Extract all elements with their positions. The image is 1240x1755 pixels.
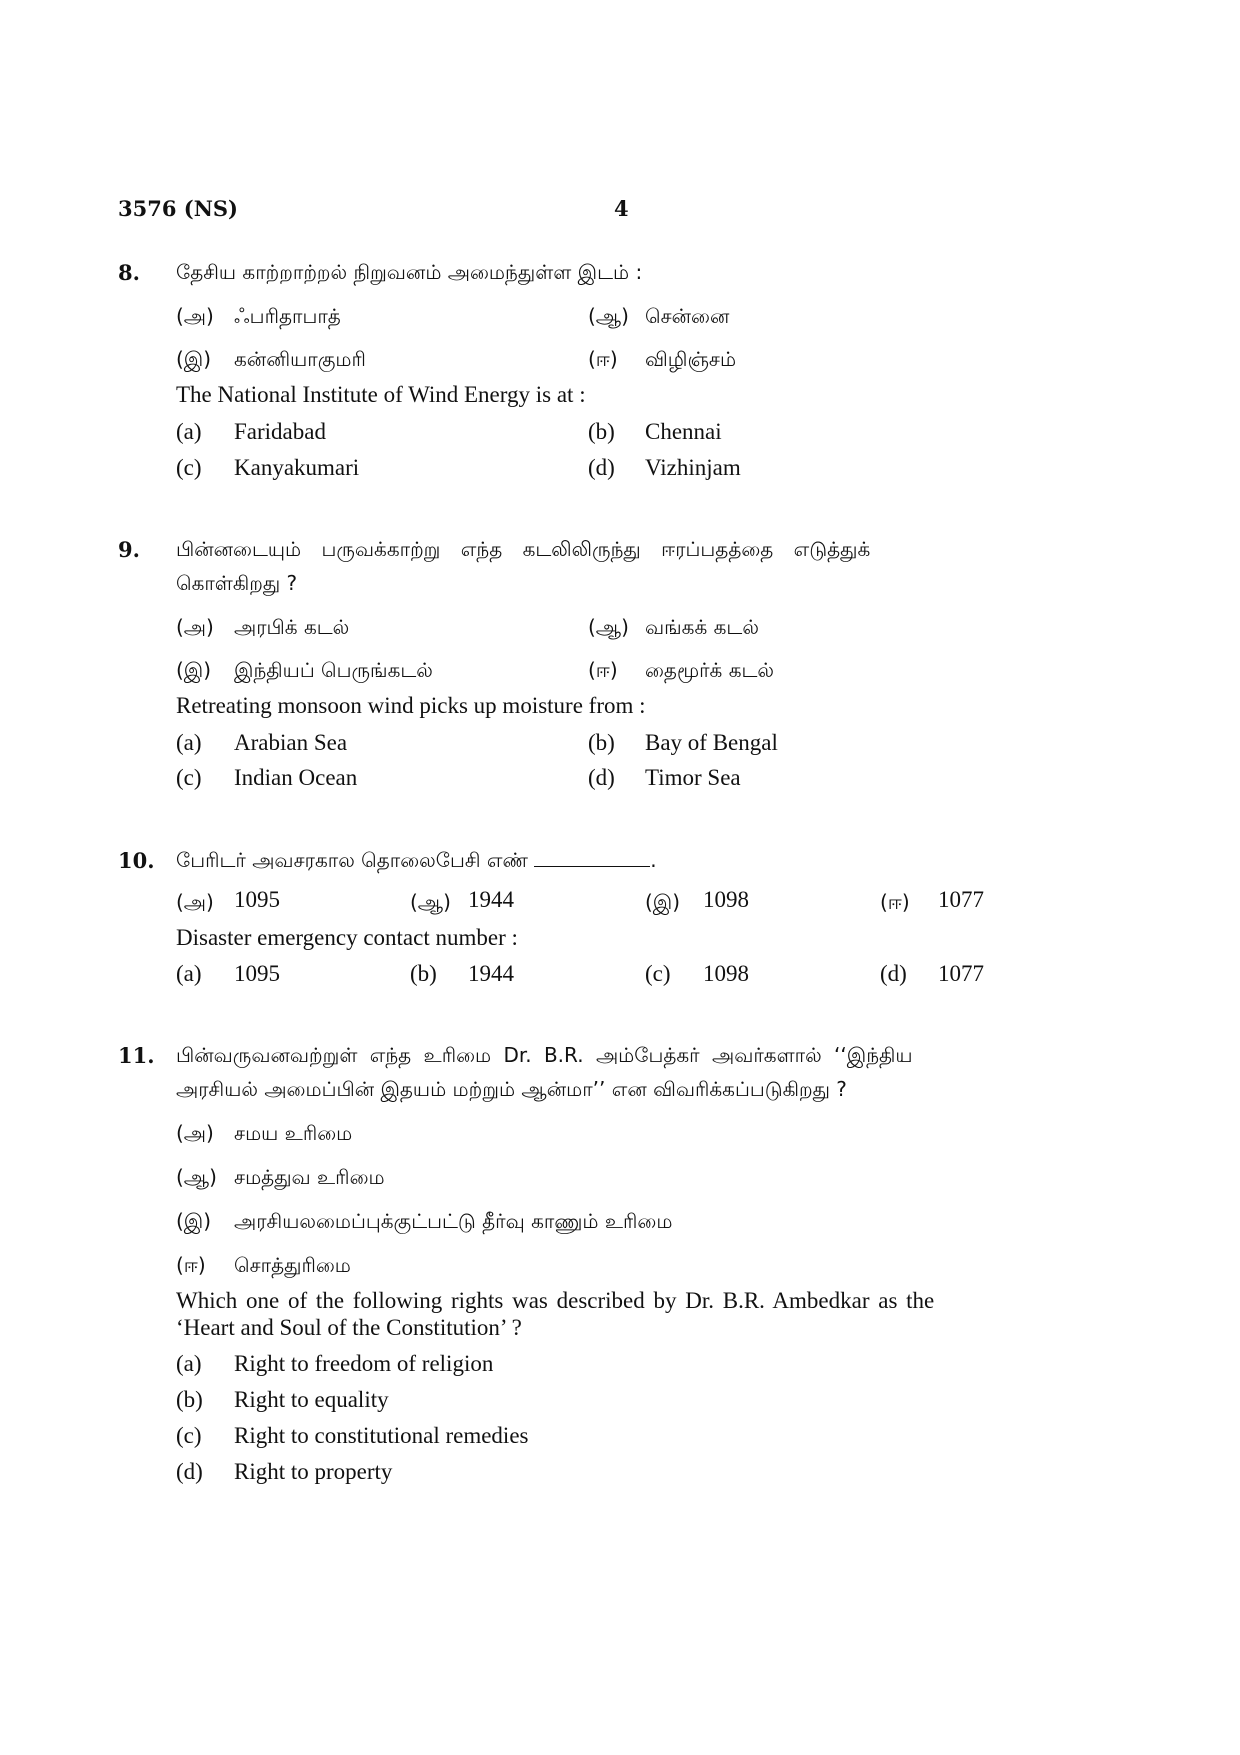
fill-blank xyxy=(534,848,650,867)
option-marker: (d) xyxy=(176,1459,203,1484)
option-marker: (b) xyxy=(588,730,615,755)
option-marker: (இ) xyxy=(176,658,212,682)
question-text-tamil: பின்வருவனவற்றுள் எந்த உரிமை Dr. B.R. அம்பேத்கர் அவர்களால் ‘‘இந்திய xyxy=(176,1043,913,1067)
option-text: 1944 xyxy=(468,887,514,912)
option-marker: (அ) xyxy=(176,304,214,328)
option-text: வங்கக் கடல் xyxy=(645,615,759,639)
option-text: கன்னியாகுமரி xyxy=(234,347,366,371)
option-marker: (b) xyxy=(588,419,615,444)
option-text: Right to freedom of religion xyxy=(234,1351,494,1376)
question-text-tamil-cont: அரசியல் அமைப்பின் இதயம் மற்றும் ஆன்மா’’ என விவரிக்கப்படுகிறது ? xyxy=(176,1077,847,1101)
question-text-english: The National Institute of Wind Energy is at : xyxy=(176,382,586,407)
option-text: Chennai xyxy=(645,419,722,444)
question-number: 8. xyxy=(118,260,140,285)
option-text: 1098 xyxy=(703,961,749,986)
option-marker: (ஆ) xyxy=(588,304,629,328)
option-marker: (ஆ) xyxy=(588,615,629,639)
option-text: அரசியலமைப்புக்குட்பட்டு தீர்வு காணும் உரிமை xyxy=(234,1209,673,1233)
option-text: தைமூர்க் கடல் xyxy=(645,658,775,682)
question-number: 10. xyxy=(118,848,155,873)
option-text: சொத்துரிமை xyxy=(234,1253,351,1277)
option-text: Indian Ocean xyxy=(234,765,358,790)
option-marker: (ஆ) xyxy=(176,1165,217,1189)
option-text: விழிஞ்சம் xyxy=(645,347,737,371)
option-marker: (ஆ) xyxy=(410,890,451,914)
option-marker: (a) xyxy=(176,961,202,986)
question-number: 9. xyxy=(118,537,140,562)
question-text-tamil: தேசிய காற்றாற்றல் நிறுவனம் அமைந்துள்ள இடம் : xyxy=(176,260,643,284)
option-text: Faridabad xyxy=(234,419,326,444)
option-text: ஃபரிதாபாத் xyxy=(234,304,341,328)
option-marker: (அ) xyxy=(176,1121,214,1145)
question-text: பேரிடர் அவசரகால தொலைபேசி எண் xyxy=(176,848,528,872)
question-text-tamil-cont: கொள்கிறது ? xyxy=(176,571,298,595)
option-marker: (b) xyxy=(410,961,437,986)
option-marker: (ஈ) xyxy=(588,658,618,682)
option-marker: (d) xyxy=(588,455,615,480)
option-marker: (அ) xyxy=(176,615,214,639)
option-text: அரபிக் கடல் xyxy=(234,615,350,639)
option-text: சென்னை xyxy=(645,304,730,328)
option-marker: (ஈ) xyxy=(880,890,910,914)
option-text: Right to equality xyxy=(234,1387,389,1412)
option-marker: (c) xyxy=(176,455,202,480)
option-marker: (a) xyxy=(176,419,202,444)
option-marker: (c) xyxy=(176,1423,202,1448)
option-text: Timor Sea xyxy=(645,765,741,790)
option-marker: (அ) xyxy=(176,890,214,914)
question-text-tamil: பின்னடையும் பருவக்காற்று எந்த கடலிலிருந்து ஈரப்பதத்தை எடுத்துக் xyxy=(176,537,871,561)
option-text: Right to constitutional remedies xyxy=(234,1423,529,1448)
option-marker: (d) xyxy=(588,765,615,790)
page-number: 4 xyxy=(614,196,629,221)
question-text-english: Which one of the following rights was described by Dr. B.R. Ambedkar as the xyxy=(176,1288,935,1313)
option-marker: (இ) xyxy=(176,1209,212,1233)
option-marker: (c) xyxy=(176,765,202,790)
option-marker: (a) xyxy=(176,1351,202,1376)
option-marker: (இ) xyxy=(176,347,212,371)
option-text: Bay of Bengal xyxy=(645,730,778,755)
option-text: இந்தியப் பெருங்கடல் xyxy=(234,658,433,682)
question-number: 11. xyxy=(118,1043,155,1068)
option-text: சமத்துவ உரிமை xyxy=(234,1165,385,1189)
option-text: 1095 xyxy=(234,961,280,986)
option-text: 1944 xyxy=(468,961,514,986)
option-text: Right to property xyxy=(234,1459,393,1484)
option-text: Kanyakumari xyxy=(234,455,360,480)
question-text-english-cont: ‘Heart and Soul of the Constitution’ ? xyxy=(176,1315,522,1340)
option-text: Vizhinjam xyxy=(645,455,741,480)
option-marker: (இ) xyxy=(645,890,681,914)
option-marker: (c) xyxy=(645,961,671,986)
option-text: 1098 xyxy=(703,887,749,912)
option-marker: (ஈ) xyxy=(176,1253,206,1277)
option-text: 1095 xyxy=(234,887,280,912)
option-marker: (ஈ) xyxy=(588,347,618,371)
option-marker: (b) xyxy=(176,1387,203,1412)
option-marker: (a) xyxy=(176,730,202,755)
question-text-tamil xyxy=(176,848,657,875)
question-text-english: Retreating monsoon wind picks up moisture from : xyxy=(176,693,646,718)
paper-code: 3576 (NS) xyxy=(118,196,238,221)
option-text: Arabian Sea xyxy=(234,730,348,755)
option-text: 1077 xyxy=(938,887,984,912)
option-text: சமய உரிமை xyxy=(234,1121,353,1145)
question-end: . xyxy=(650,848,657,872)
option-marker: (d) xyxy=(880,961,907,986)
option-text: 1077 xyxy=(938,961,984,986)
question-text-english: Disaster emergency contact number : xyxy=(176,925,518,950)
